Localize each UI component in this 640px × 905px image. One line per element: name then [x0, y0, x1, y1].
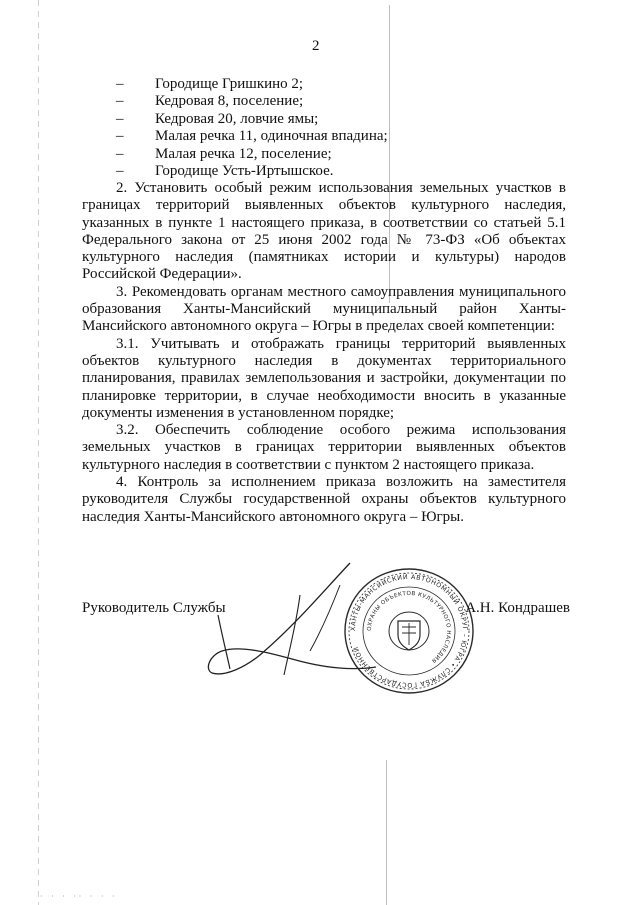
list-item-text: Кедровая 20, ловчие ямы;: [155, 110, 319, 127]
list-item: [82, 128, 582, 145]
list-item-text: Малая речка 11, одиночная впадина;: [155, 128, 388, 145]
list-item: [82, 76, 582, 93]
list-item-text: Кедровая 8, поселение;: [155, 93, 304, 110]
scan-edge-mark: [38, 0, 39, 905]
svg-text:ОХРАНЫ ОБЪЕКТОВ КУЛЬТУРНОГО НА: ОХРАНЫ ОБЪЕКТОВ КУЛЬТУРНОГО НАСЛЕДИЯ: [366, 590, 452, 664]
paragraph-3: 3. Рекомендовать органам местного самоуправления муниципального образования Ханты-Мансийский муниципальный район Ханты-Мансийского автономного округа – Югры в пределах своей компетенции:: [82, 283, 566, 335]
list-item-text: Городище Усть-Иртышское.: [155, 163, 334, 180]
scan-noise: · · · ·· · · ·: [40, 892, 118, 901]
list-item-text: Городище Гришкино 2;: [155, 76, 304, 92]
page-number: 2: [312, 38, 320, 54]
list-item-text: Малая речка 12, поселение;: [155, 145, 332, 162]
svg-text:ХАНТЫ-МАНСИЙСКИЙ АВТОНОМНЫЙ ОК: ХАНТЫ-МАНСИЙСКИЙ АВТОНОМНЫЙ ОКРУГ – ЮГРА • СЛУЖБА ГОСУДАРСТВЕННОЙ: [348, 572, 470, 690]
official-stamp: [340, 565, 478, 697]
list-item: [82, 146, 582, 163]
list-item: [82, 163, 582, 180]
list-dash: –: [116, 163, 124, 180]
paragraph-3-2: 3.2. Обеспечить соблюдение особого режима использования земельных участков в границах территории выявленных объектов культурного наследия в соответствии с пунктом 2 настоящего приказа.: [82, 422, 566, 473]
site-list: [82, 76, 582, 180]
signatory-title: Руководитель Службы: [82, 600, 226, 616]
list-dash: –: [116, 110, 124, 127]
paragraph-2: 2. Установить особый режим использования земельных участков в границах территорий выявленных объектов культурного наследия, указанных в пункте 1 настоящего приказа, в соответствии со статьей 5.1 Федерального закона от 25 июня 2002 года № 73-ФЗ «Об объектах культурного наследия (памятниках истории и культуры) народов Российской Федерации».: [82, 180, 566, 283]
scan-fold-line-lower: [386, 760, 387, 905]
paragraph-4: 4. Контроль за исполнением приказа возложить на заместителя руководителя Службы государственной охраны объектов культурного наследия Ханты-Мансийского автономного округа – Югры.: [82, 474, 566, 525]
signatory-name: А.Н. Кондрашев: [465, 600, 570, 616]
list-dash: –: [116, 76, 124, 92]
paragraph-3-1: 3.1. Учитывать и отображать границы территорий выявленных объектов культурного наследия в документах территориального планирования, правилах землепользования и застройки, документации по планировке территории, в случае необходимости вносить в указанные документы изменения в установленном порядке;: [82, 335, 566, 421]
order-body: [82, 180, 566, 526]
list-item: [82, 111, 582, 128]
list-dash: –: [116, 145, 124, 162]
list-dash: –: [116, 128, 124, 145]
list-dash: –: [116, 93, 124, 110]
list-item: [82, 93, 582, 110]
